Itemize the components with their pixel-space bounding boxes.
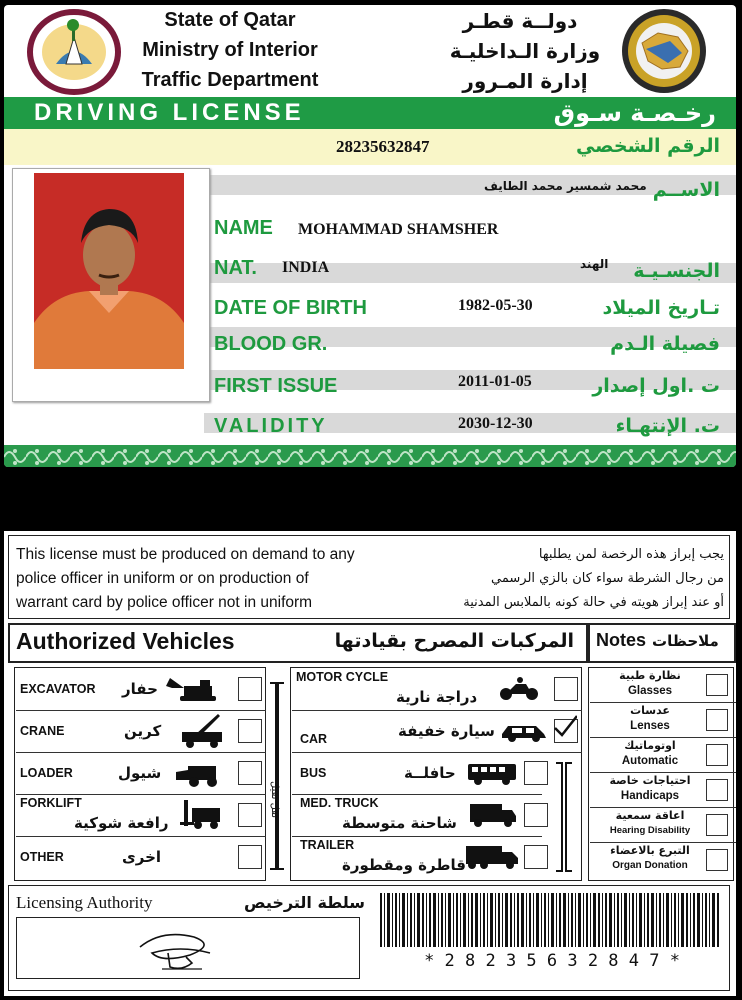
vehicle-en: CAR [300, 732, 328, 746]
crane-icon [178, 712, 228, 748]
forklift-checkbox[interactable] [238, 803, 262, 827]
first-issue-label-ar: ت .اول إصدار [592, 375, 720, 397]
vehicle-row-medtruck [292, 794, 542, 837]
note-en: Glasses [627, 685, 673, 697]
authority-en: Licensing Authority [16, 893, 153, 912]
blood-label-ar: فصيلة الـدم [610, 333, 720, 355]
vehicle-row-bus [292, 752, 542, 795]
vehicle-en: MOTOR CYCLE [296, 670, 389, 684]
nat-value: INDIA [282, 259, 330, 276]
notes-en: Notes [596, 630, 647, 650]
vehicle-ar: سيارة خفيفة [398, 722, 495, 740]
bus-checkbox[interactable] [524, 761, 548, 785]
authorized-ar: المركبات المصرح بقيادتها [334, 630, 574, 652]
vehicle-en: TRAILER [300, 838, 355, 852]
note-en: Handicaps [620, 790, 680, 802]
forklift-icon [180, 798, 228, 830]
note-ar: عدسات [630, 704, 670, 717]
validity-label-ar: ت. الإنتهـاء [615, 415, 720, 437]
qatar-emblem-icon [26, 9, 122, 95]
id-label-ar: الرقم الشخصي [575, 135, 720, 157]
car-icon [500, 720, 548, 742]
other-checkbox[interactable] [238, 845, 262, 869]
vehicle-ar: كرين [124, 722, 162, 740]
validity-label: VALIDITY [214, 415, 328, 437]
note-ar: نظارة طبية [619, 669, 681, 682]
vehicle-row-loader [16, 752, 266, 795]
vehicle-row-forklift [16, 794, 266, 837]
bottom-pattern [4, 445, 736, 467]
vehicle-en: LOADER [20, 766, 73, 780]
license-front [4, 5, 736, 467]
note-en: Hearing Disability [609, 825, 691, 836]
signature-icon [132, 923, 228, 975]
vehicle-en: EXCAVATOR [20, 682, 96, 696]
organ-checkbox[interactable] [706, 849, 728, 871]
trailer-truck-icon [464, 844, 520, 870]
note-row-hearing [590, 808, 736, 843]
name-label: NAME [214, 217, 273, 239]
lenses-checkbox[interactable] [706, 709, 728, 731]
note-ar: احتياجات خاصة [609, 774, 691, 787]
vehicle-en: BUS [300, 766, 327, 780]
barcode-icon [380, 893, 720, 947]
notice-ar-2: من رجال الشرطة سواء كان بالزي الرسمي [491, 571, 724, 586]
id-number: 28235632847 [336, 137, 430, 156]
note-en: Organ Donation [612, 860, 688, 871]
motorcycle-icon [498, 676, 540, 702]
header-ministry-ar: وزارة الـداخليـة [449, 39, 601, 63]
header-department-ar: إدارة المـرور [462, 69, 588, 93]
note-row-organ [590, 843, 736, 877]
vehicle-ar: اخرى [122, 848, 162, 866]
glasses-checkbox[interactable] [706, 674, 728, 696]
vehicle-row-other [16, 836, 266, 878]
nat-value-ar: الهند [580, 257, 609, 271]
notice-en-2: police officer in uniform or on production of [16, 570, 309, 587]
note-row-automatic [590, 738, 736, 773]
header-state: State of Qatar [164, 9, 296, 31]
checkmark-icon [553, 714, 577, 738]
notice-ar-3: أو عند إبراز هويته في حالة كونه بالملابس المدنية [463, 595, 724, 610]
gcc-emblem-icon [618, 7, 710, 95]
note-ar: اوتوماتيك [624, 739, 676, 752]
loader-icon [174, 758, 226, 788]
first-issue-value: 2011-01-05 [458, 373, 532, 390]
vehicle-ar: شيول [118, 764, 162, 782]
barcode-number: * 2 8 2 3 5 6 3 2 8 4 7 * [424, 951, 680, 971]
svg-text:نقل ثقيل: نقل ثقيل [269, 781, 280, 819]
bus-icon [466, 760, 520, 786]
note-en: Lenses [630, 720, 670, 732]
notes-ar: ملاحظات [652, 632, 719, 650]
note-row-handicaps [590, 773, 736, 808]
bracket-right-icon [552, 761, 576, 873]
dob-label: DATE OF BIRTH [214, 297, 367, 319]
note-en: Automatic [621, 755, 679, 767]
excavator-checkbox[interactable] [238, 677, 262, 701]
vehicle-ar: قاطرة ومقطورة [342, 856, 466, 874]
handicaps-checkbox[interactable] [706, 779, 728, 801]
automatic-checkbox[interactable] [706, 744, 728, 766]
notice-en-1: This license must be produced on demand to any [16, 546, 355, 563]
vehicle-ar: رافعة شوكية [74, 814, 169, 832]
wave-pattern-icon [4, 445, 736, 467]
car-checkbox[interactable] [554, 719, 578, 743]
note-row-lenses [590, 703, 736, 738]
note-ar: التبرع بالاعضاء [610, 844, 690, 857]
note-ar: اعاقة سمعية [615, 809, 685, 822]
nat-label: NAT. [214, 257, 257, 279]
name-value: MOHAMMAD SHAMSHER [298, 221, 499, 238]
crane-checkbox[interactable] [238, 719, 262, 743]
authority-ar: سلطة الترخيص [244, 893, 365, 912]
dob-value: 1982-05-30 [458, 297, 533, 314]
note-row-glasses [590, 668, 736, 703]
name-label-ar: الاســم [652, 179, 720, 201]
bracket-left-icon [266, 681, 288, 871]
motorcycle-checkbox[interactable] [554, 677, 578, 701]
authorized-en: Authorized Vehicles [16, 628, 235, 654]
medtruck-checkbox[interactable] [524, 803, 548, 827]
excavator-icon [164, 676, 224, 702]
vehicle-row-trailer [292, 836, 542, 878]
header-department: Traffic Department [141, 69, 319, 91]
truck-icon [468, 802, 518, 828]
vehicle-row-crane [16, 710, 266, 753]
name-value-ar: محمد شمسير محمد الطايف [484, 179, 647, 193]
notice-en-3: warrant card by police officer not in uniform [16, 594, 313, 611]
validity-value: 2030-12-30 [458, 415, 533, 432]
nat-label-ar: الجنسـيـة [633, 260, 720, 282]
vehicle-row-motorcycle [292, 668, 582, 711]
vehicle-ar: شاحنة متوسطة [342, 814, 457, 832]
license-back [4, 531, 736, 996]
first-issue-label: FIRST ISSUE [214, 375, 338, 397]
vehicle-row-excavator [16, 668, 266, 711]
holder-photo [34, 173, 184, 369]
vehicle-ar: حفار [122, 680, 158, 698]
blood-label: BLOOD GR. [214, 333, 328, 355]
loader-checkbox[interactable] [238, 761, 262, 785]
title-en: DRIVING LICENSE [34, 99, 305, 126]
vehicle-en: FORKLIFT [20, 796, 82, 810]
vehicle-row-car [292, 710, 582, 753]
dob-label-ar: تـاريخ الميلاد [602, 297, 720, 319]
notice-ar-1: يجب إبراز هذه الرخصة لمن يطلبها [538, 547, 724, 562]
trailer-checkbox[interactable] [524, 845, 548, 869]
vehicle-ar: حافلــة [404, 764, 456, 782]
hearing-checkbox[interactable] [706, 814, 728, 836]
vehicle-en: CRANE [20, 724, 65, 738]
header-ministry: Ministry of Interior [142, 39, 318, 61]
vehicle-ar: دراجة نارية [396, 688, 478, 706]
portrait-icon [34, 173, 184, 369]
vehicle-en: MED. TRUCK [300, 796, 379, 810]
vehicle-en: OTHER [20, 850, 64, 864]
header-state-ar: دولــة قطـر [462, 9, 578, 33]
title-ar: رخـصـة سـوق [553, 99, 716, 127]
